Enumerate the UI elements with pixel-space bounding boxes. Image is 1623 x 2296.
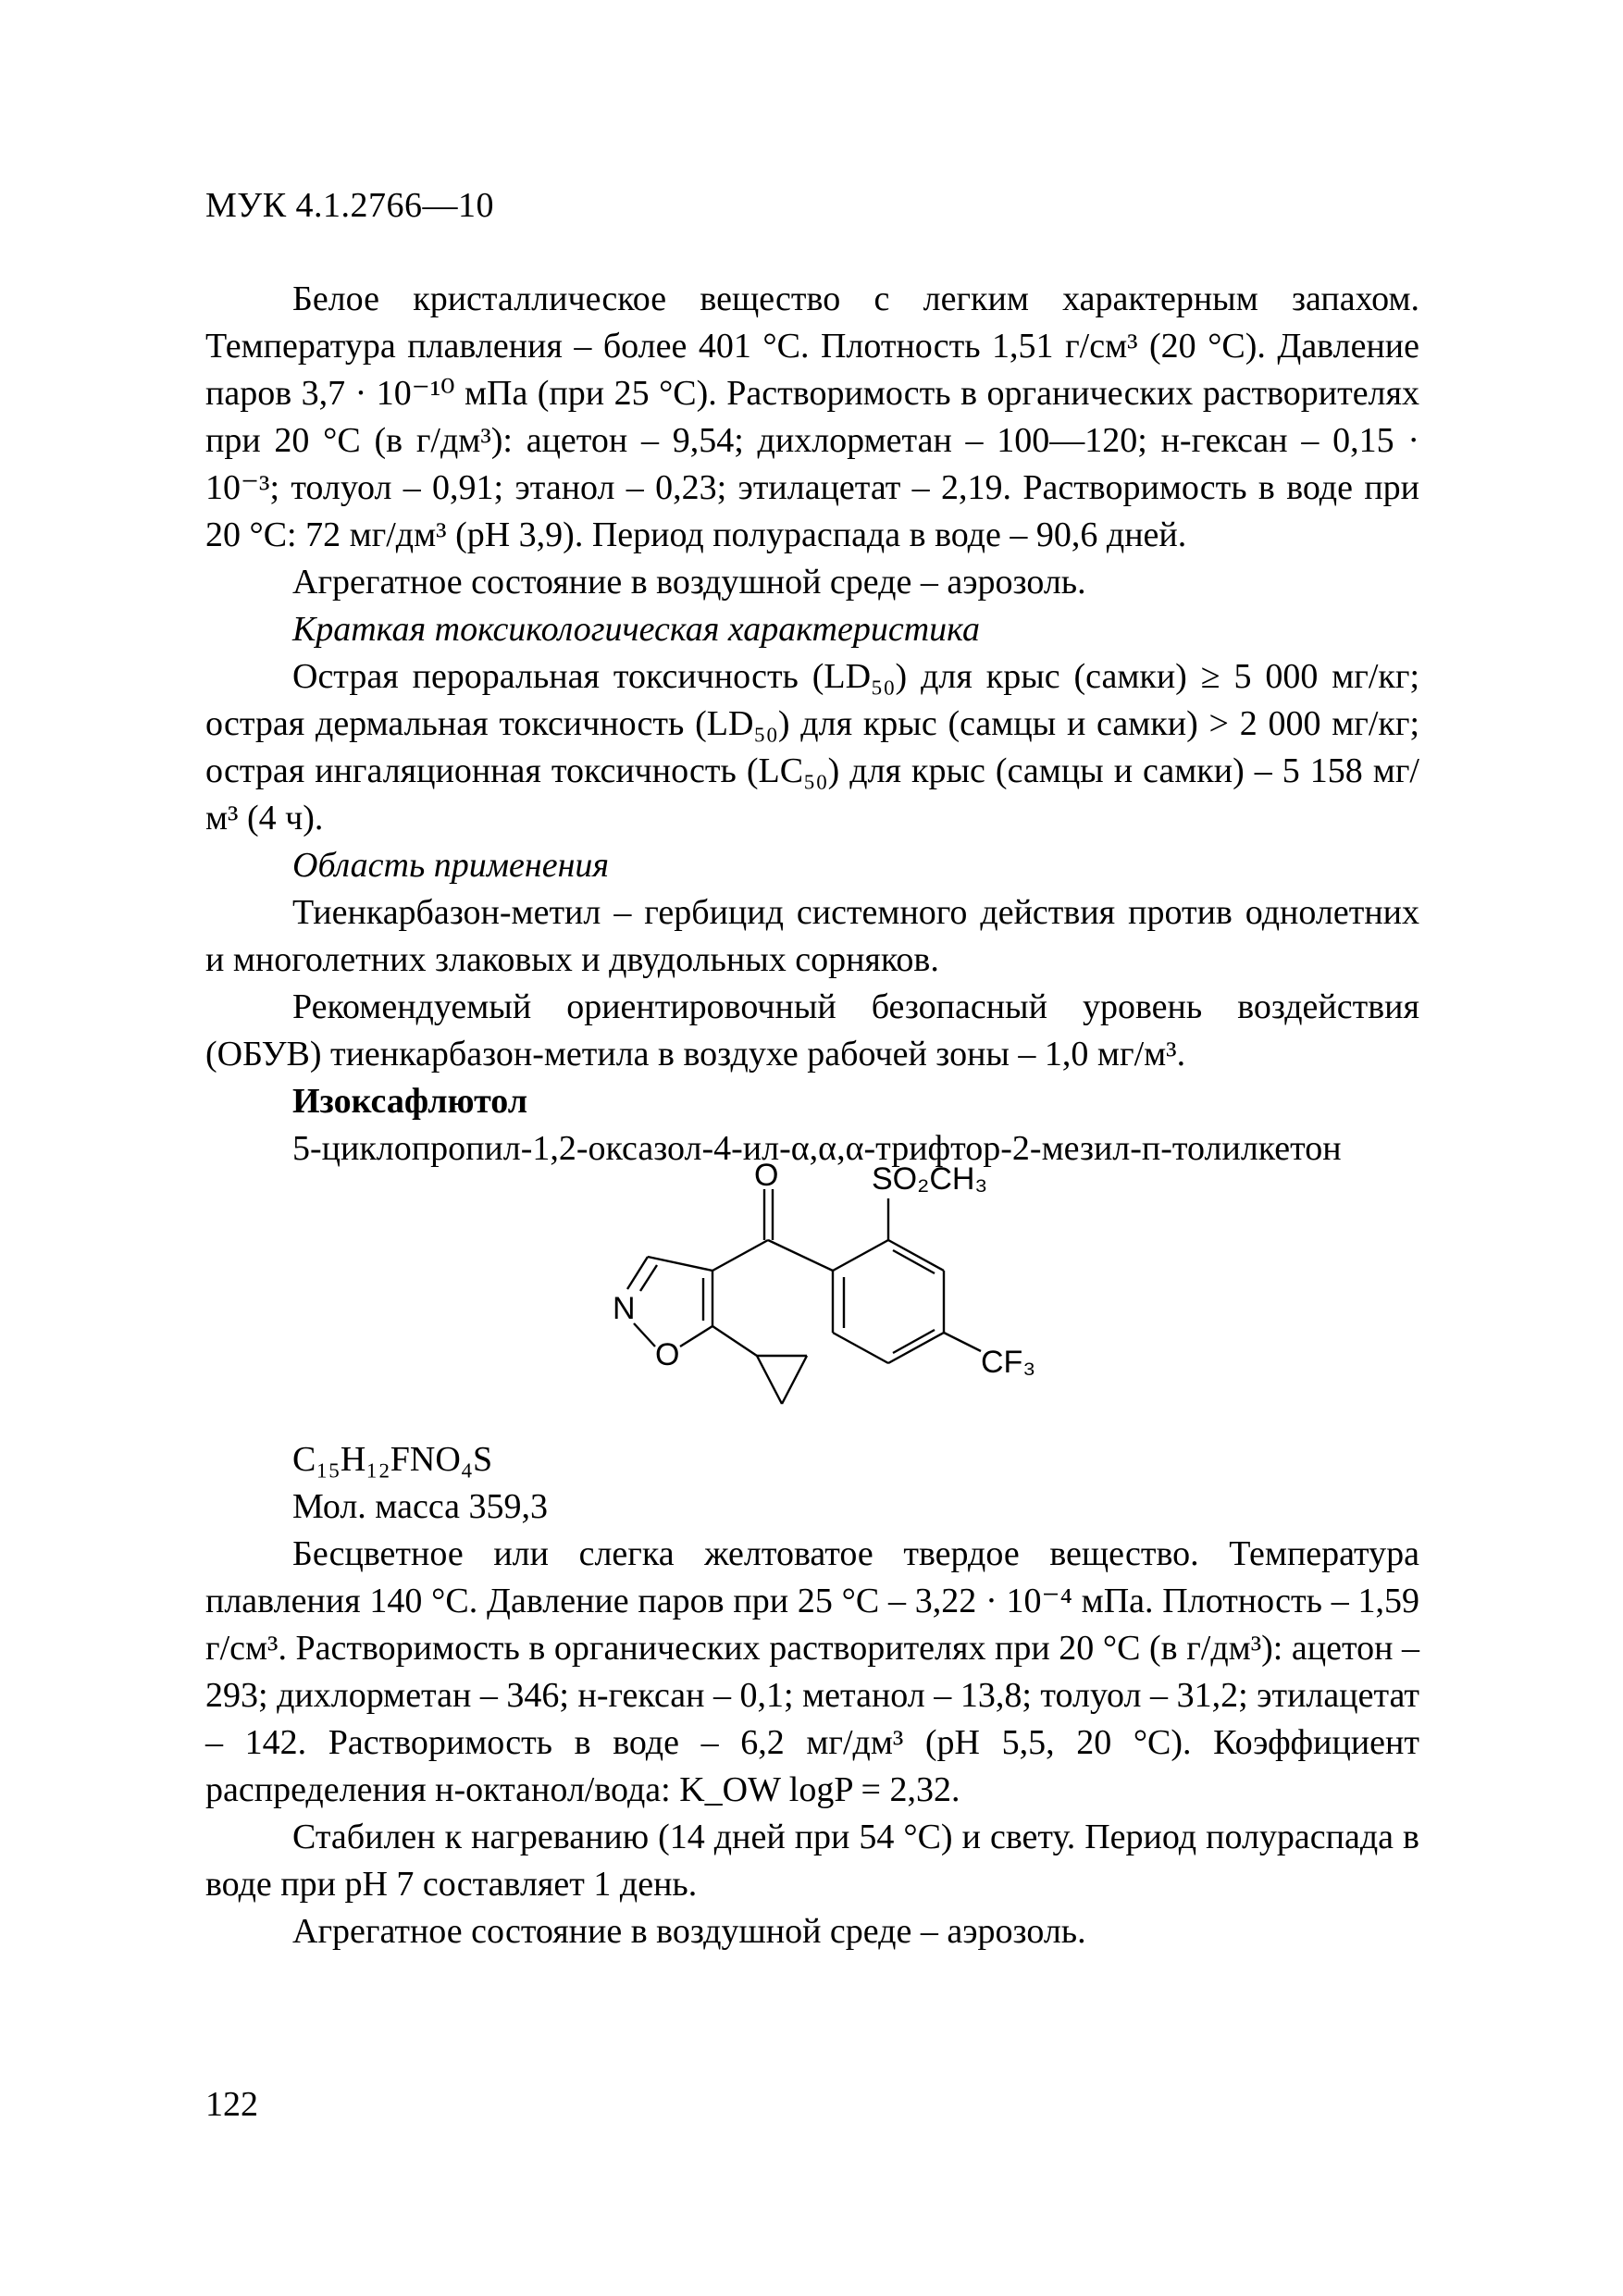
document-code-header: МУК 4.1.2766—10	[205, 186, 495, 225]
aggregate-state-paragraph-2: Агрегатное состояние в воздушной среде – аэрозоль.	[292, 1912, 1086, 1951]
sulfonyl-label: SO₂CH₃	[872, 1161, 988, 1197]
benzene-bond-5	[833, 1333, 888, 1363]
compound-name-heading: Изоксафлютол	[292, 1082, 528, 1121]
physical-properties-paragraph: Белое кристаллическое вещество с легким характерным запахом. Температура плавления – более 401 °С. Плотность 1,51 г/см³ (20 °С). Давление паров 3,7 · 10⁻¹⁰ мПа (при 25 °С). Растворимость в органических растворителях при 20 °С (в г/дм³): ацетон – 9,54; дихлорметан – 100—120; н-гексан – 0,15 · 10⁻³; толуол – 0,91; этанол – 0,23; этилацетат – 2,19. Растворимость в воде при 20 °С: 72 мг/дм³ (рН 3,9). Период полураспада в воде – 90,6 дней.	[205, 279, 1419, 554]
isoxazole-bond-o-c5	[680, 1326, 712, 1347]
benzene-bond-4	[888, 1333, 944, 1363]
bond-co-benzene	[768, 1240, 833, 1271]
text-block-lower	[205, 1436, 1419, 1955]
isoxazole-bond-n-o	[634, 1323, 655, 1347]
isoxazole-double-c3-n	[640, 1265, 657, 1291]
isoxazole-bond-c4-c3	[648, 1257, 712, 1271]
obuv-paragraph: Рекомендуемый ориентировочный безопасный уровень воздействия (ОБУВ) тиенкарбазон-метила в воздухе рабочей зоны – 1,0 мг/м³.	[205, 987, 1419, 1074]
properties-paragraph: Бесцветное или слегка желтоватое твердое вещество. Температура плавления 140 °С. Давление паров при 25 °С – 3,22 · 10⁻⁴ мПа. Плотность – 1,59 г/см³. Растворимость в органических растворителях при 20 °С (в г/дм³): ацетон – 293; дихлорметан – 346; н-гексан – 0,1; метанол – 13,8; толуол – 31,2; этилацетат – 142. Растворимость в воде – 6,2 мг/дм³ (рН 5,5, 20 °С). Коэффициент распределения н-октанол/вода: K_OW logP = 2,32.	[205, 1534, 1419, 1809]
text-block-upper	[205, 276, 1419, 1173]
page-number: 122	[205, 2085, 258, 2124]
application-heading: Область применения	[292, 846, 610, 885]
structure-svg	[592, 1161, 1073, 1439]
isoxazole-nitrogen-label: N	[613, 1291, 636, 1326]
molecular-mass: Мол. масса 359,3	[292, 1487, 549, 1526]
cyclopropyl-bond-2	[782, 1356, 807, 1404]
application-paragraph: Тиенкарбазон-метил – гербицид системного действия против однолетних и многолетних злаковых и двудольных сорняков.	[205, 893, 1419, 979]
bond-to-cf3	[944, 1333, 981, 1351]
aggregate-state-paragraph: Агрегатное состояние в воздушной среде – аэрозоль.	[292, 563, 1086, 602]
bond-co-isoxazole	[712, 1240, 768, 1271]
iupac-name: 5-циклопропил-1,2-оксазол-4-ил-α,α,α-трифтор-2-мезил-п-толилкетон	[292, 1129, 1342, 1168]
benzene-bond-1	[833, 1240, 888, 1271]
trifluoromethyl-label: CF₃	[981, 1345, 1036, 1380]
molecular-formula: C₁₅H₁₂FNO₄S	[292, 1440, 493, 1479]
stability-paragraph: Стабилен к нагреванию (14 дней при 54 °С) и свету. Период полураспада в воде при рН 7 составляет 1 день.	[205, 1818, 1419, 1904]
cyclopropyl-bond-3	[757, 1356, 782, 1404]
chemical-structure-diagram	[592, 1161, 1073, 1439]
bond-to-cyclopropyl	[712, 1326, 757, 1356]
isoxazole-oxygen-label: O	[655, 1337, 680, 1372]
carbonyl-oxygen-label: O	[754, 1161, 779, 1193]
toxicology-paragraph: Острая пероральная токсичность (LD₅₀) для крыс (самки) ≥ 5 000 мг/кг; острая дермальная токсичность (LD₅₀) для крыс (самцы и самки) > 2 000 мг/кг; острая ингаляционная токсичность (LC₅₀) для крыс (самцы и самки) – 5 158 мг/м³ (4 ч).	[205, 657, 1419, 838]
benzene-bond-2	[888, 1240, 944, 1271]
toxicology-heading: Краткая токсикологическая характеристика	[292, 610, 980, 649]
